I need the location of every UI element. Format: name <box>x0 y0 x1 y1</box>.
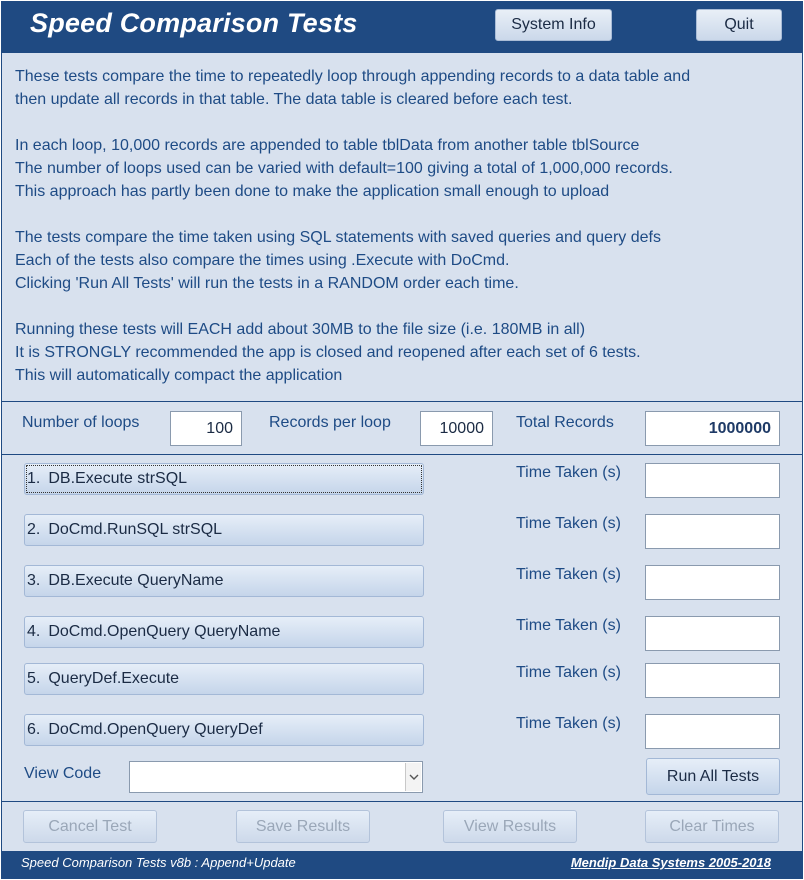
test-2-button[interactable] <box>24 514 424 546</box>
chevron-down-icon[interactable] <box>405 763 421 791</box>
test-6-button[interactable] <box>24 714 424 746</box>
time-taken-field-5[interactable] <box>645 663 780 698</box>
clear-times-button[interactable]: Clear Times <box>645 810 779 843</box>
test-number: 5. <box>27 670 41 687</box>
divider <box>2 801 802 802</box>
blank-line <box>15 295 785 318</box>
test-number: 6. <box>27 721 41 738</box>
description-line: This approach has partly been done to make the application small enough to upload <box>15 183 610 200</box>
save-results-button[interactable]: Save Results <box>236 810 370 843</box>
test-5-button[interactable] <box>24 663 424 695</box>
view-results-button[interactable]: View Results <box>443 810 577 843</box>
time-taken-label: Time Taken (s) <box>516 464 621 481</box>
test-label: DoCmd.OpenQuery QueryDef <box>48 721 263 738</box>
loops-input[interactable]: 100 <box>170 411 242 446</box>
time-taken-field-1[interactable] <box>645 463 780 498</box>
test-label: DB.Execute QueryName <box>48 572 224 589</box>
main-form <box>1 1 803 879</box>
time-taken-field-4[interactable] <box>645 616 780 651</box>
divider <box>2 401 802 402</box>
description-line: Running these tests will EACH add about 30MB to the file size (i.e. 180MB in all) <box>15 321 586 338</box>
test-number: 1. <box>27 470 41 487</box>
description-text <box>15 65 785 387</box>
test-label: QueryDef.Execute <box>48 670 180 687</box>
description-line: The number of loops used can be varied with default=100 giving a total of 1,000,000 records. <box>15 160 673 177</box>
run-all-tests-button[interactable]: Run All Tests <box>646 758 780 795</box>
description-line: In each loop, 10,000 records are appended to table tblData from another table tblSource <box>15 137 640 154</box>
description-line: Clicking 'Run All Tests' will run the tests in a RANDOM order each time. <box>15 275 519 292</box>
page-title: Speed Comparison Tests <box>30 8 358 38</box>
records-per-loop-label: Records per loop <box>269 414 391 431</box>
divider <box>2 454 802 455</box>
view-code-label: View Code <box>24 765 102 782</box>
loops-label: Number of loops <box>22 414 140 431</box>
header-bar <box>2 2 802 53</box>
description-line: It is STRONGLY recommended the app is closed and reopened after each set of 6 tests. <box>15 344 641 361</box>
footer-bar <box>2 851 802 878</box>
system-info-button[interactable]: System Info <box>495 9 612 41</box>
test-number: 2. <box>27 521 41 538</box>
quit-button[interactable]: Quit <box>696 9 782 41</box>
cancel-test-button[interactable]: Cancel Test <box>23 810 157 843</box>
test-label: DoCmd.OpenQuery QueryName <box>48 623 281 640</box>
total-records-label: Total Records <box>516 414 614 431</box>
test-label: DoCmd.RunSQL strSQL <box>48 521 223 538</box>
records-per-loop-input[interactable]: 10000 <box>420 411 493 446</box>
time-taken-label: Time Taken (s) <box>516 617 621 634</box>
test-label: DB.Execute strSQL <box>48 470 188 487</box>
description-line: Each of the tests also compare the times using .Execute with DoCmd. <box>15 252 510 269</box>
test-4-button[interactable] <box>24 616 424 648</box>
time-taken-label: Time Taken (s) <box>516 566 621 583</box>
time-taken-field-6[interactable] <box>645 714 780 749</box>
blank-line <box>15 203 785 226</box>
test-1-button[interactable] <box>24 463 424 495</box>
time-taken-field-2[interactable] <box>645 514 780 549</box>
time-taken-label: Time Taken (s) <box>516 715 621 732</box>
description-line: These tests compare the time to repeatedly loop through appending records to a data table and <box>15 68 691 85</box>
version-text: Speed Comparison Tests v8b : Append+Update <box>21 855 296 870</box>
time-taken-field-3[interactable] <box>645 565 780 600</box>
test-number: 3. <box>27 572 41 589</box>
test-number: 4. <box>27 623 41 640</box>
description-line: The tests compare the time taken using SQL statements with saved queries and query defs <box>15 229 661 246</box>
view-code-combo[interactable] <box>129 761 423 793</box>
total-records-value: 1000000 <box>645 411 780 446</box>
credit-link[interactable]: Mendip Data Systems 2005-2018 <box>570 855 771 870</box>
test-3-button[interactable] <box>24 565 424 597</box>
description-line: This will automatically compact the application <box>15 367 343 384</box>
description-line: then update all records in that table. The data table is cleared before each test. <box>15 91 573 108</box>
time-taken-label: Time Taken (s) <box>516 515 621 532</box>
blank-line <box>15 111 785 134</box>
time-taken-label: Time Taken (s) <box>516 664 621 681</box>
